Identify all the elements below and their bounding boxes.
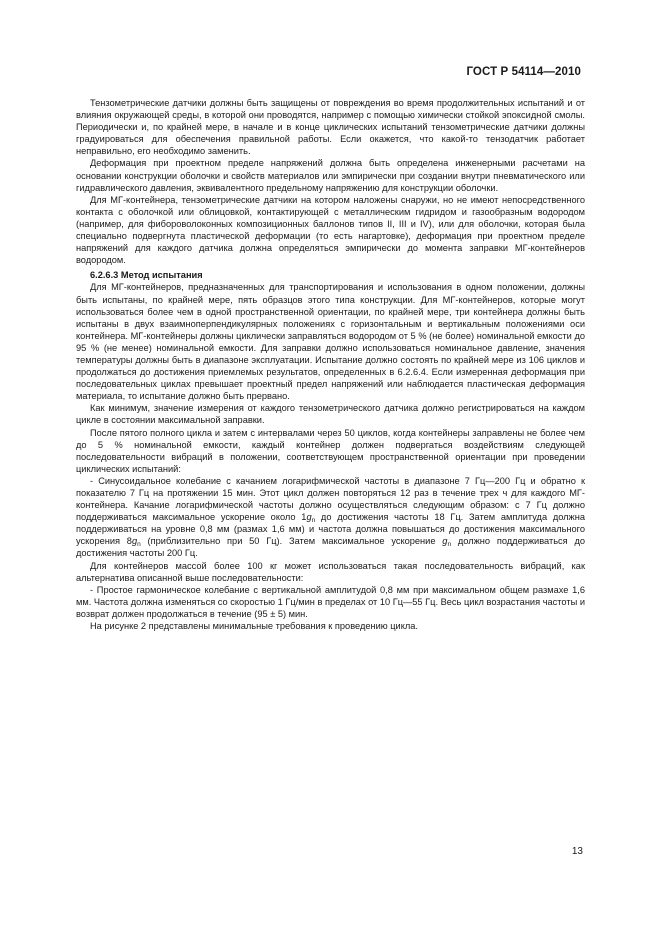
section-heading: 6.2.6.3 Метод испытания (90, 270, 203, 281)
paragraph: Для МГ-контейнеров, предназначенных для транспортирования и использования в одном положении, должны быть испытаны, по крайней мере, пять образцов этого типа конструкции. Для МГ-контейнеров, которые могут использоваться более чем в одной пространственной ориентации, по крайней мере, три контейнера должны быть испытаны в двух взаимноперпендикулярных положениях с горизонтальным и вертикальным положениями оси контейнера. МГ-контейнеры должны циклически заправляться водородом от 5 % (не более) номинальной емкости до 95 % (не менее) номинальной емкости. Для заправки должно использоваться номинальное давление, значения температуры должны быть в диапазоне эксплуатации. Испытание должно состоять по крайней мере из 106 циклов и продолжаться до достижения приемлемых результатов, определенных в 6.2.6.4. Если измеренная деформация при последовательных циклах превышает проектный предел напряжений или наблюдается пластическая деформация материала, то испытание должно быть прервано. (76, 282, 585, 402)
document-body (76, 97, 585, 632)
document-id-header: ГОСТ Р 54114—2010 (466, 66, 581, 78)
paragraph: Для контейнеров массой более 100 кг может использоваться такая последовательность вибраций, как альтернатива описанной выше последовательности: (76, 560, 585, 583)
paragraph: Тензометрические датчики должны быть защищены от повреждения во время продолжительных испытаний и от влияния окружающей среды, в которой они проводятся, например с помощью химически стойкой эпоксидной смолы. Периодически и, по крайней мере, в начале и в конце циклических испытаний тензометрические датчики должны градуироваться для обеспечения правильной работы. Если окажется, что какой-то тензодатчик работает неправильно, его необходимо заменить. (76, 98, 585, 157)
paragraph: Деформация при проектном пределе напряжений должна быть определена инженерными расчетами на основании конструкции оболочки и свойств материалов или эмпирически при создании внутри пневматического или гидравлического давления, эквивалентного предельному напряжению для конструкции оболочки. (76, 158, 585, 193)
page-number: 13 (571, 846, 583, 857)
harmonic-vibration-item: - Простое гармоническое колебание с вертикальной амплитудой 0,8 мм при максимальном общем размахе 1,6 мм. Частота должна изменяться со скоростью 1 Гц/мин в пределах от 10 Гц—55 Гц. Весь цикл возрастания частоты и возврат должен продолжаться в течение (95 ± 5) мин. (76, 584, 585, 619)
paragraph: После пятого полного цикла и затем с интервалами через 50 циклов, когда контейнеры заправлены не более чем до 5 % номинальной емкости, каждый контейнер должен подвергаться воздействиям следующей последовательности вибраций в положении, соответствующем пространственной ориентации при проведении циклических испытаний: (76, 427, 585, 474)
paragraph: На рисунке 2 представлены минимальные требования к проведению цикла. (90, 621, 418, 632)
paragraph: Как минимум, значение измерения от каждого тензометрического датчика должно регистрироваться на каждом цикле в состоянии максимальной заправки. (76, 403, 585, 426)
paragraph: Для МГ-контейнера, тензометрические датчики на котором наложены снаружи, но не имеют непосредственного контакта с оболочкой или облицовкой, контактирующей с металлическим гидридом и газообразным водородом (например, для фибороволоконных композиционных баллонов типов II, III и IV), или для оболочки, которая была специально подвергнута пластической деформации (то есть нагартовке), деформация при проектном пределе напряжений для каждого датчика должна определяться эмпирически до момента заправки МГ-контейнеров водородом. (76, 194, 585, 266)
sine-vibration-item: - Синусоидальное колебание с качанием логарифмической частоты в диапазоне 7 Гц—200 Гц и обратно к показателю 7 Гц на протяжении 15 мин. Этот цикл должен повторяться 12 раз в течение трех ч для каждого МГ-контейнера. Качание логарифмической частоты должно осуществляться следующим образом: с 7 Гц должно поддерживаться максимальное ускорение около $1g_n$ до достижения частоты 18 Гц. Затем амплитуда должна поддерживаться на уровне 0,8 мм (размах 1,6 мм) и частота должна повышаться до достижения максимального ускорения $8g_n$ (приблизительно при 50 Гц). Затем максимальное ускорение $g_n$ должно поддерживаться до достижения частоты 200 Гц. (76, 475, 586, 559)
